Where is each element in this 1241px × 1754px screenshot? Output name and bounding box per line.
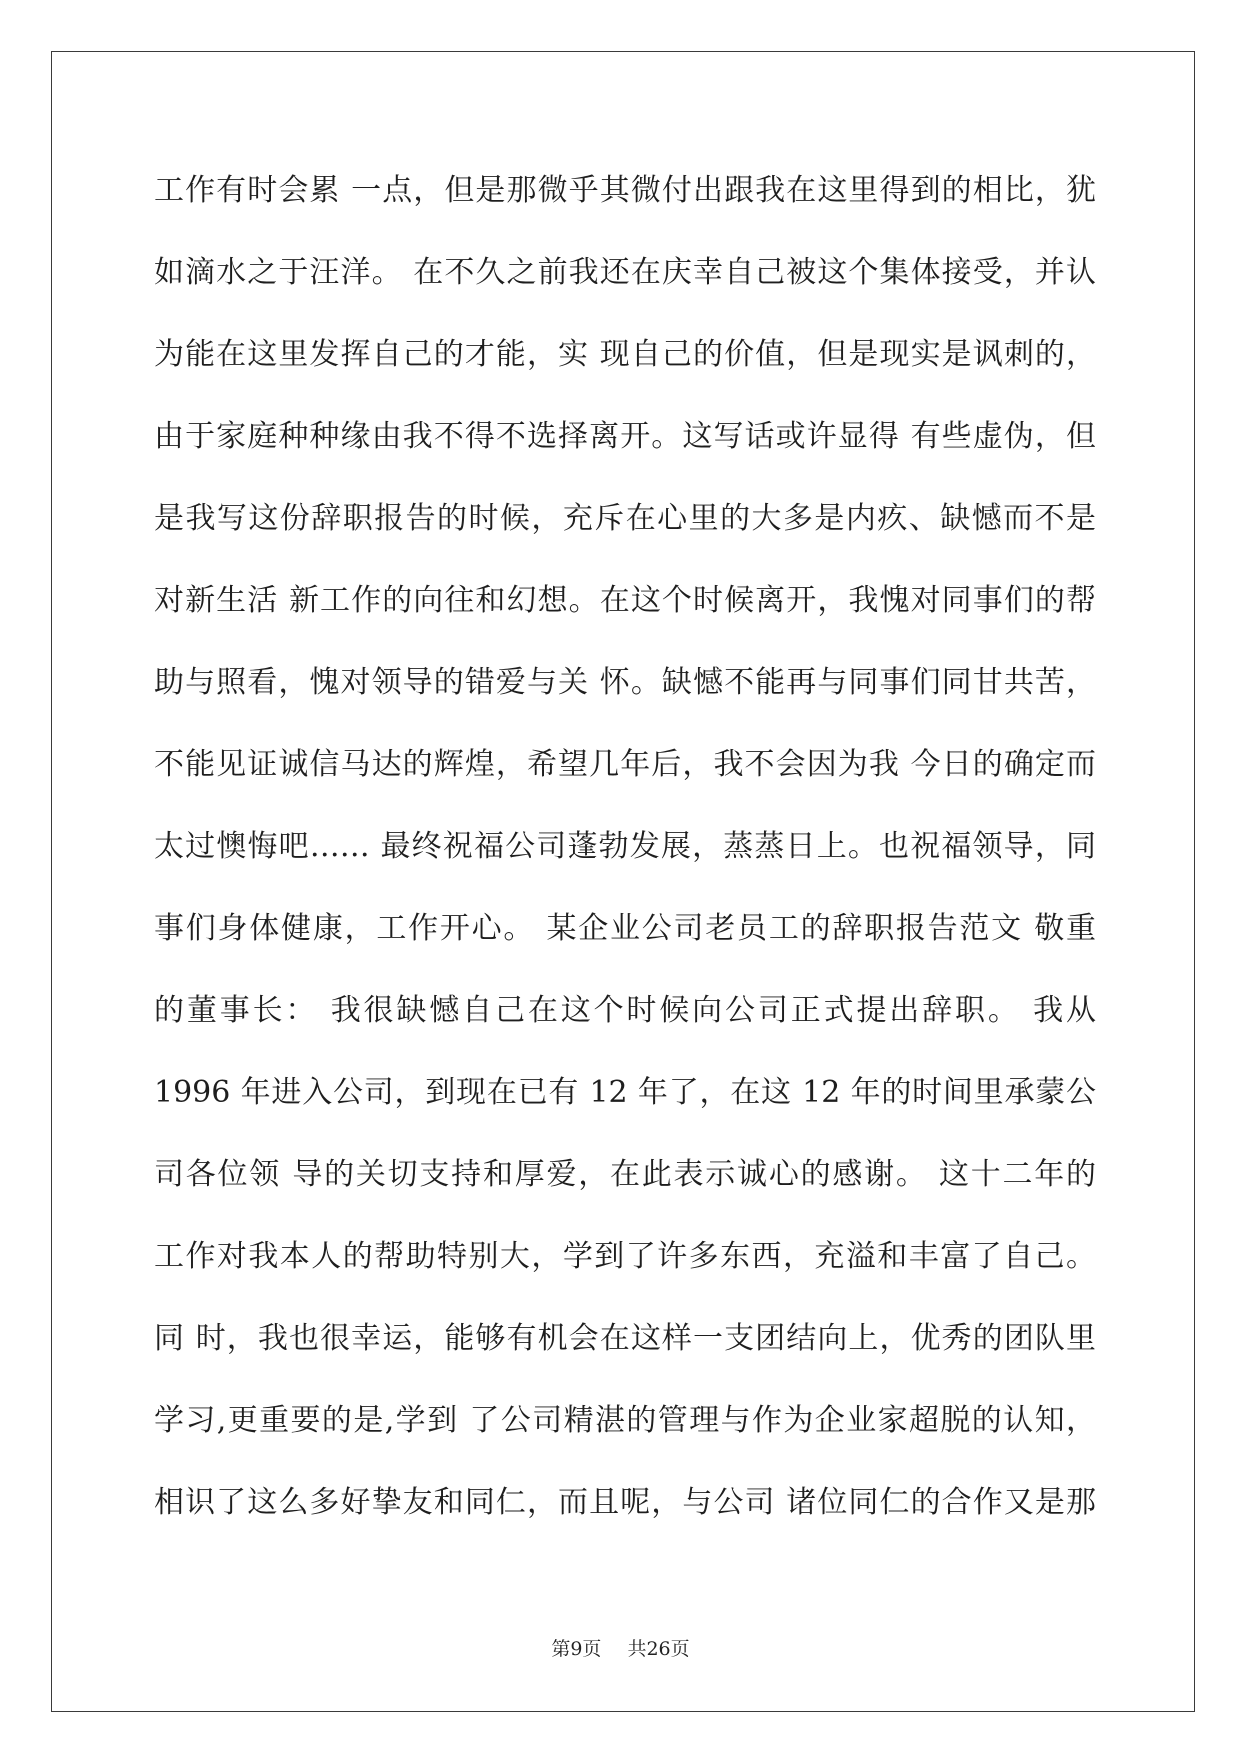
text-line: 的董事长： 我很缺憾自己在这个时候向公司正式提出辞职。 我从 bbox=[154, 993, 1096, 1028]
page-total: 共26页 bbox=[627, 1638, 690, 1660]
text-line: 司各位领 导的关切支持和厚爱，在此表示诚心的感谢。 这十二年的 bbox=[154, 1157, 1096, 1192]
text-line: 为能在这里发挥自己的才能，实 现自己的价值，但是现实是讽刺的， bbox=[154, 337, 1096, 372]
text-line: 学习,更重要的是,学到 了公司精湛的管理与作为企业家超脱的认知， bbox=[154, 1403, 1096, 1438]
text-line: 对新生活 新工作的向往和幻想。在这个时候离开，我愧对同事们的帮 bbox=[154, 583, 1096, 618]
text-line: 助与照看，愧对领导的错爱与关 怀。缺憾不能再与同事们同甘共苦， bbox=[154, 665, 1096, 700]
text-line: 相识了这么多好挚友和同仁，而且呢，与公司 诸位同仁的合作又是那 bbox=[154, 1485, 1096, 1520]
text-line: 1996 年进入公司，到现在已有 12 年了，在这 12 年的时间里承蒙公 bbox=[154, 1075, 1096, 1110]
text-line: 事们身体健康，工作开心。 某企业公司老员工的辞职报告范文 敬重 bbox=[154, 911, 1096, 946]
page-footer bbox=[0, 1636, 1241, 1662]
text-line: 由于家庭种种缘由我不得不选择离开。这写话或许显得 有些虚伪，但 bbox=[154, 419, 1096, 454]
text-line: 如滴水之于汪洋。 在不久之前我还在庆幸自己被这个集体接受，并认 bbox=[154, 255, 1096, 290]
text-line: 工作有时会累 一点，但是那微乎其微付出跟我在这里得到的相比，犹 bbox=[154, 173, 1096, 208]
text-line: 太过懊悔吧…… 最终祝福公司蓬勃发展，蒸蒸日上。也祝福领导，同 bbox=[154, 829, 1096, 864]
text-line: 不能见证诚信马达的辉煌，希望几年后，我不会因为我 今日的确定而 bbox=[154, 747, 1096, 782]
text-line: 同 时，我也很幸运，能够有机会在这样一支团结向上，优秀的团队里 bbox=[154, 1321, 1096, 1356]
text-line: 工作对我本人的帮助特别大，学到了许多东西，充溢和丰富了自己。 bbox=[154, 1239, 1096, 1274]
page-number: 第9页 bbox=[551, 1638, 602, 1660]
body-text bbox=[154, 150, 1096, 1544]
text-line: 是我写这份辞职报告的时候，充斥在心里的大多是内疚、缺憾而不是 bbox=[154, 501, 1096, 536]
